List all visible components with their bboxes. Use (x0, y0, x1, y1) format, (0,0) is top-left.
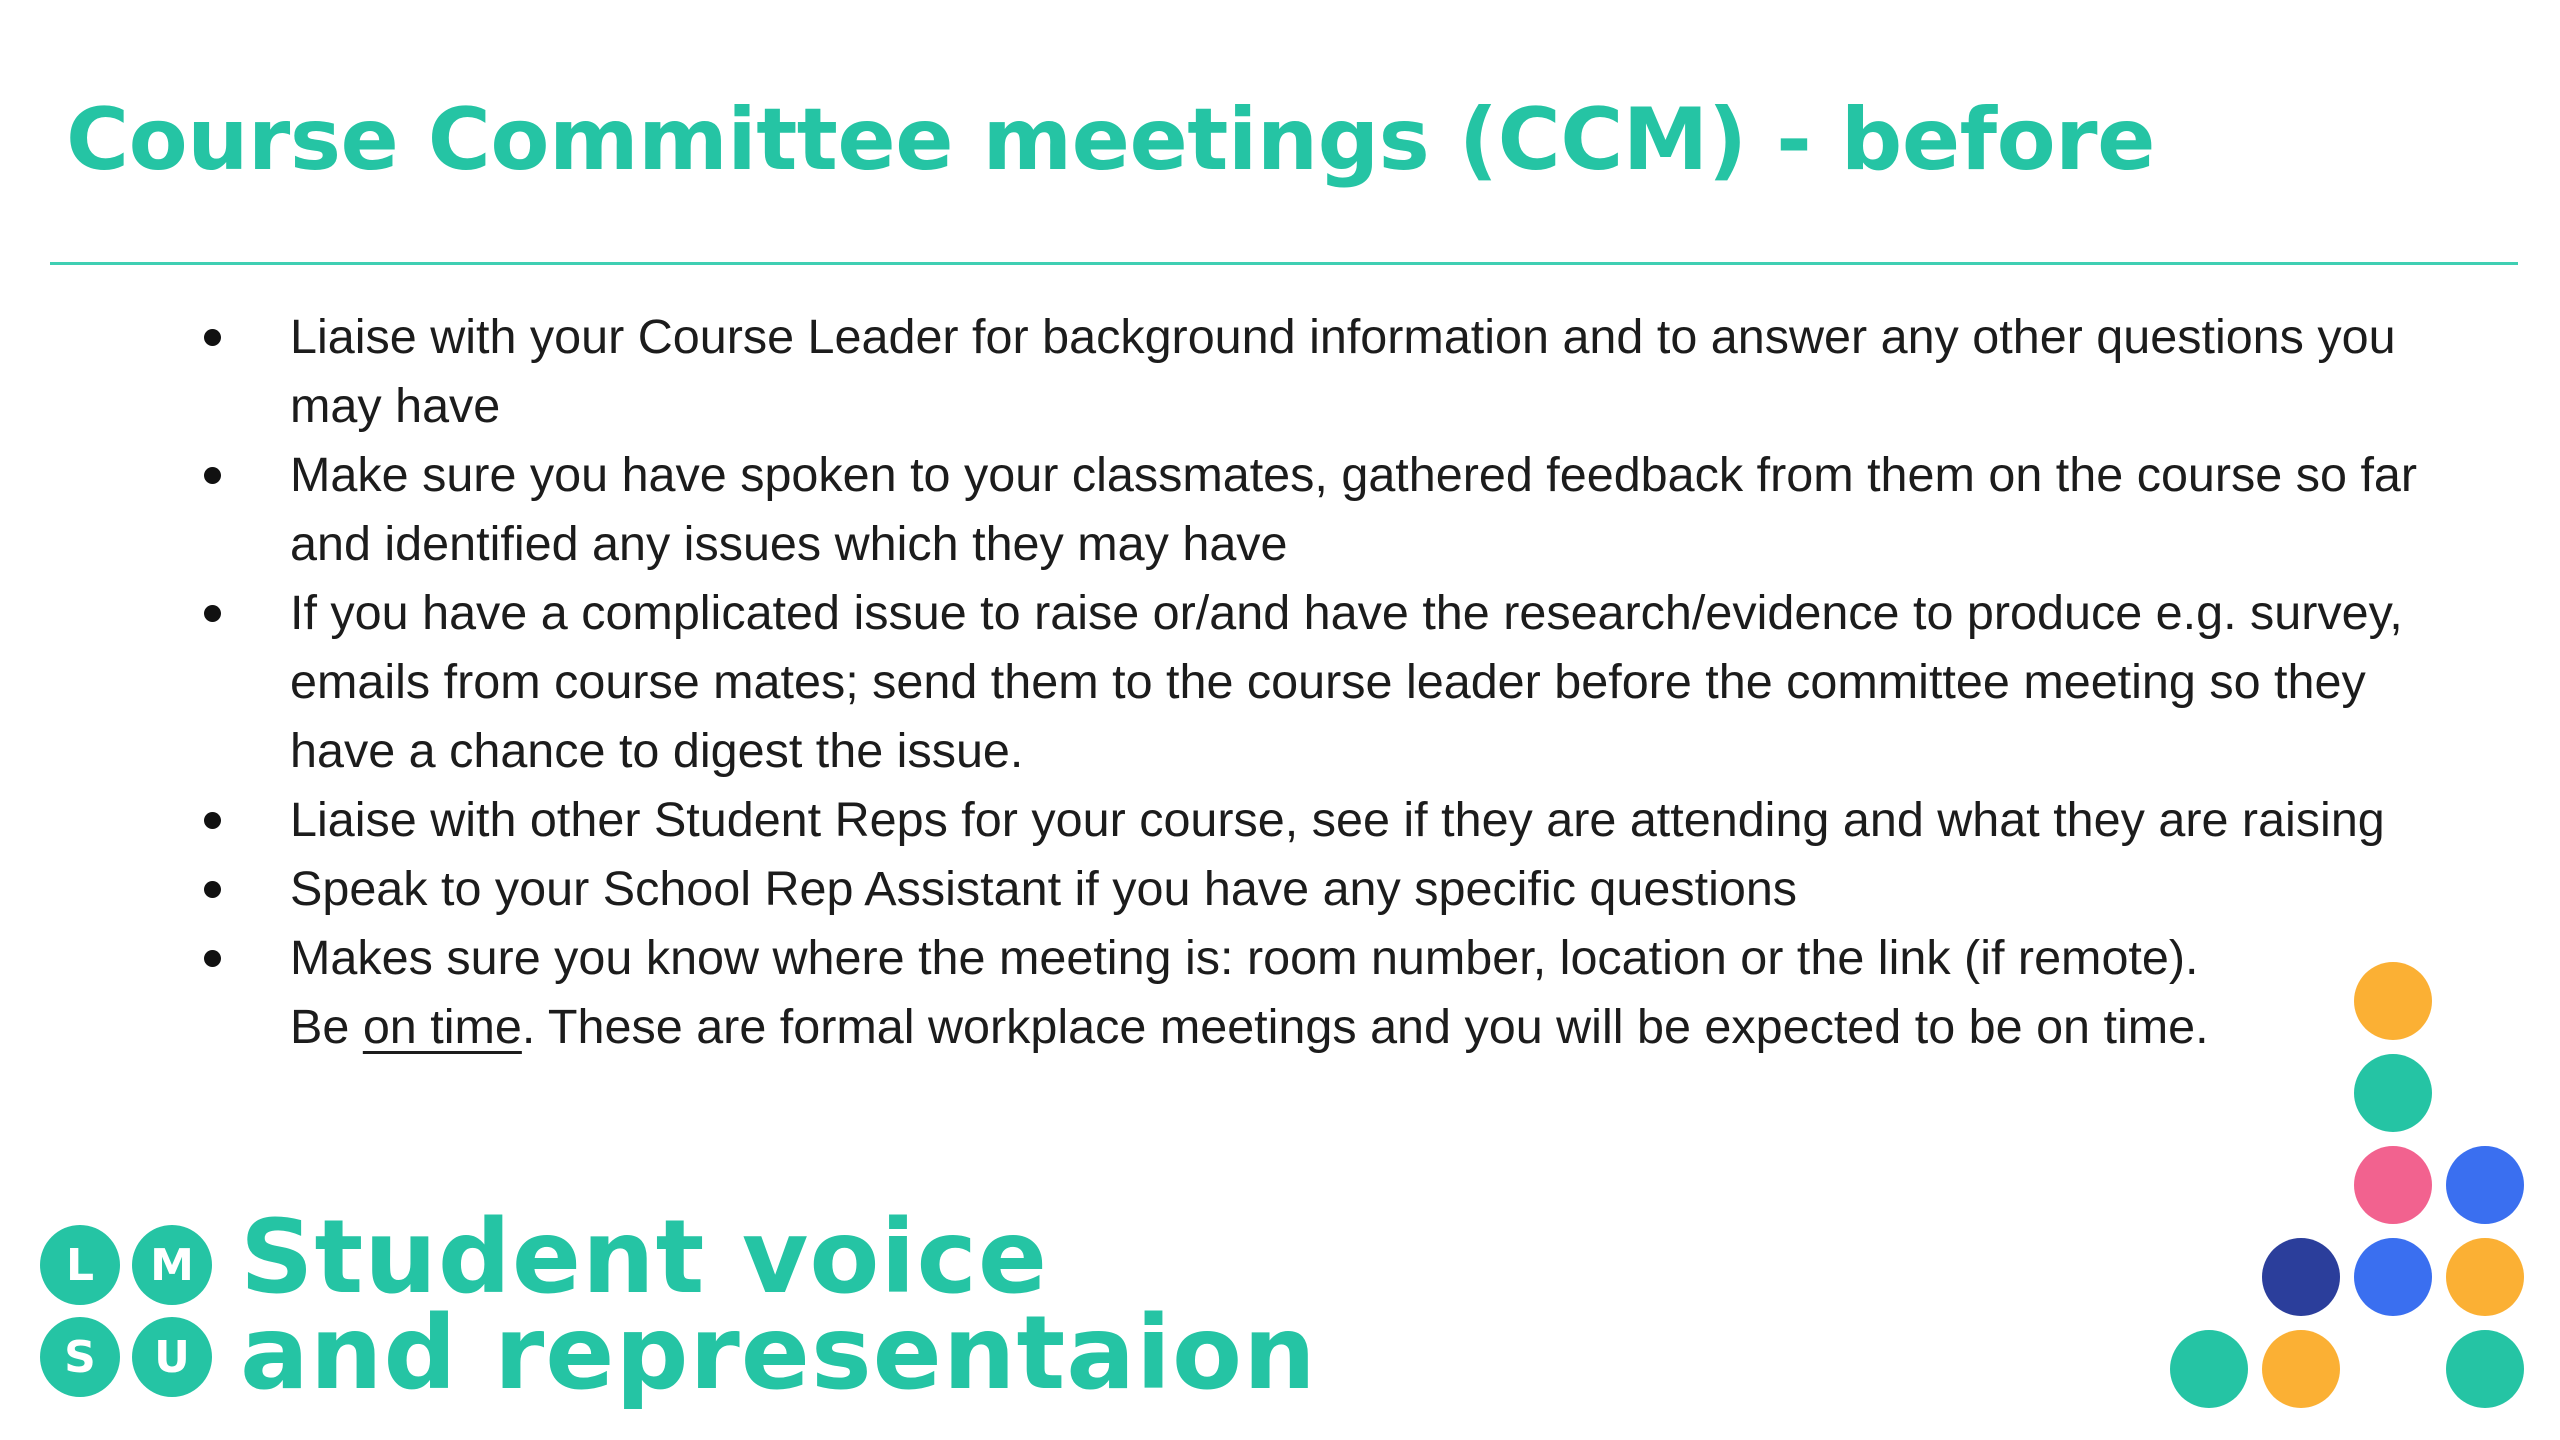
brand-tagline-line2: and representaion (240, 1294, 1317, 1413)
lmsu-logo (40, 1225, 226, 1411)
decorative-dot (2262, 1330, 2340, 1408)
bullet-dot-icon (204, 881, 221, 898)
bullet-item: Liaise with other Student Reps for your course, see if they are attending and what they are raising (0, 786, 2470, 855)
decorative-dot (2446, 1238, 2524, 1316)
bullet-item: Liaise with your Course Leader for background information and to answer any other questions you may have (0, 303, 2470, 441)
decorative-dot (2262, 1238, 2340, 1316)
brand-tagline (240, 1198, 1317, 1413)
decorative-dot (2170, 1330, 2248, 1408)
logo-letter-m: M (132, 1225, 212, 1305)
bullet-dot-icon (204, 950, 221, 967)
bullet-item: Make sure you have spoken to your classmates, gathered feedback from them on the course so far and identified any issues which they may have (0, 441, 2470, 579)
bullet-list (0, 303, 2470, 1062)
decorative-dot (2354, 1238, 2432, 1316)
brand-tagline-line1: Student voice (240, 1198, 1049, 1317)
decorative-dot (2354, 962, 2432, 1040)
decorative-dot (2446, 1330, 2524, 1408)
bullet-item-last: Makes sure you know where the meeting is: room number, location or the link (if remote). Be on time. These are formal workplace meetings and you will be expected to be on time. (0, 924, 2470, 1062)
title-divider (50, 262, 2518, 265)
slide-title: Course Committee meetings (CCM) - before (66, 90, 2155, 190)
bullet-dot-icon (204, 467, 221, 484)
on-time-emphasis: on time (362, 1000, 522, 1054)
logo-letter-s: S (40, 1317, 120, 1397)
logo-letter-u: U (132, 1317, 212, 1397)
bullet-dot-icon (204, 812, 221, 829)
logo-letter-l: L (40, 1225, 120, 1305)
bullet-item: Speak to your School Rep Assistant if you have any specific questions (0, 855, 2470, 924)
bullet-dot-icon (204, 605, 221, 622)
decorative-dot (2446, 1146, 2524, 1224)
decorative-dot (2354, 1146, 2432, 1224)
bullet-item: If you have a complicated issue to raise or/and have the research/evidence to produce e.g. survey, emails from course mates; send them to the course leader before the committee meeting so they have a chance to digest the issue. (0, 579, 2470, 786)
decorative-dot (2354, 1054, 2432, 1132)
bullet-dot-icon (204, 329, 221, 346)
